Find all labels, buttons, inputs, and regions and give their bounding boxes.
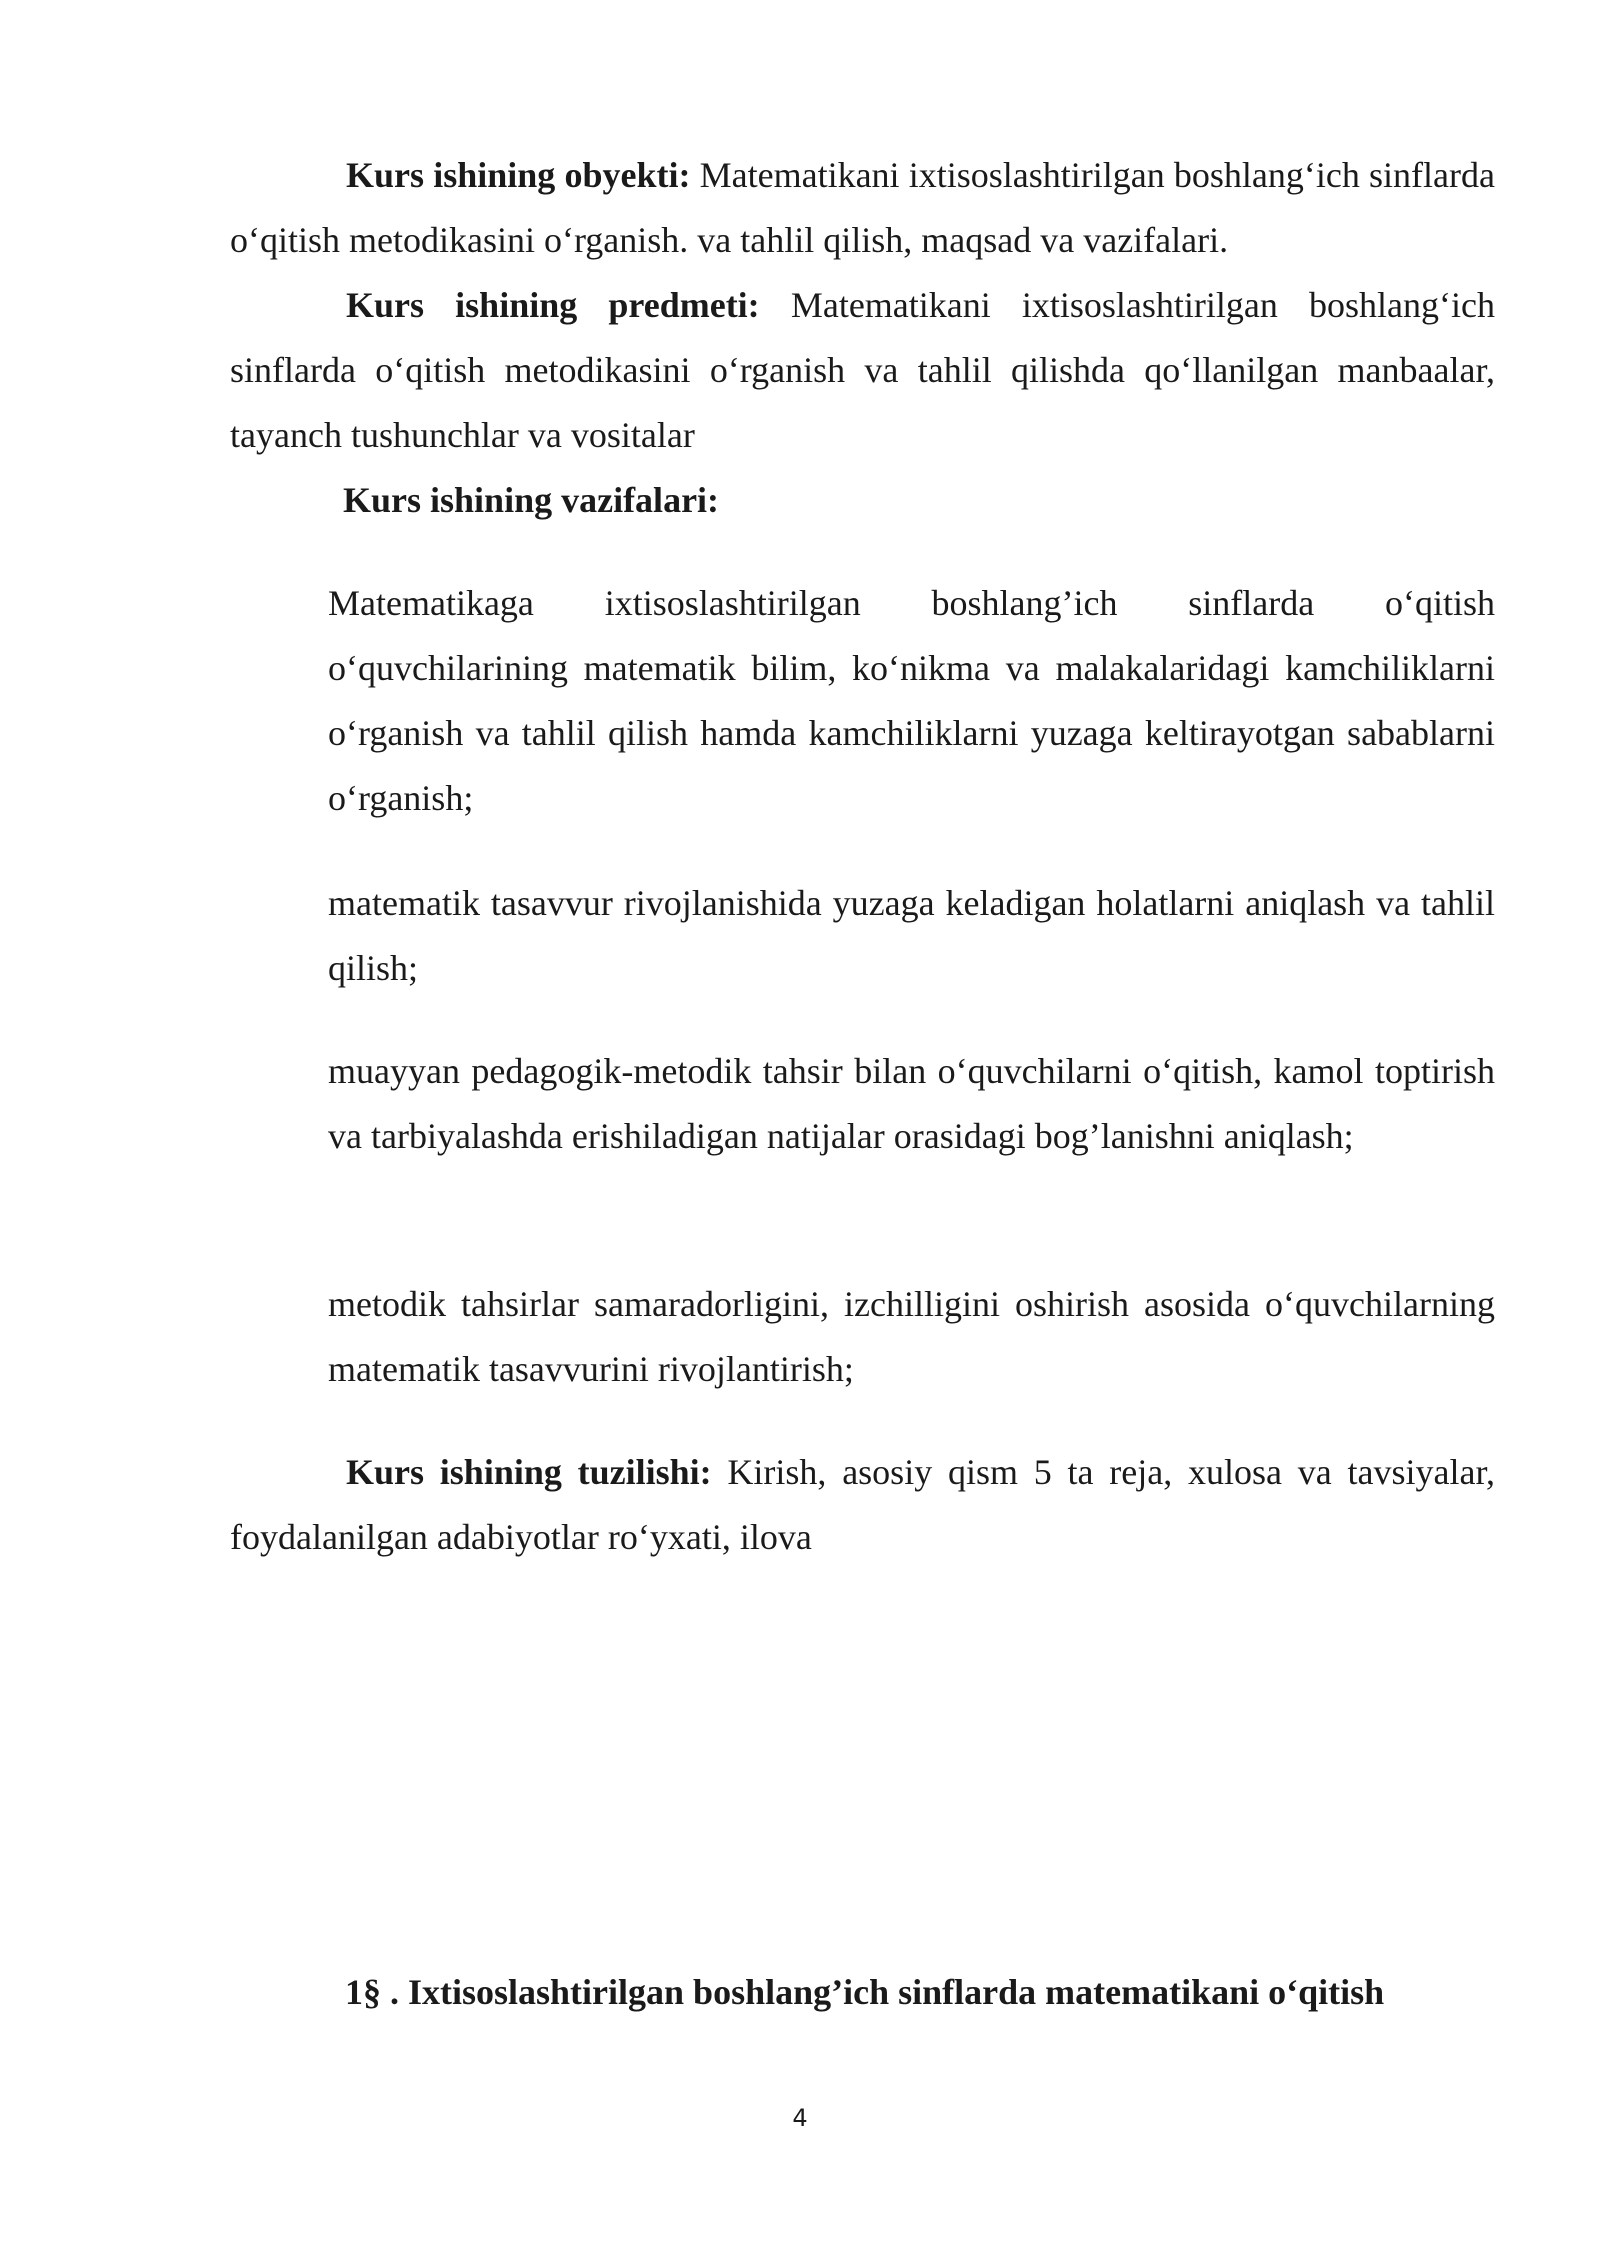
vazifalari-item: Matematikaga ixtisoslashtirilgan boshlang’ich sinflarda o‘qitish o‘quvchilarining matematik bilim, ko‘nikma va malakalaridagi kamchiliklarni o‘rganish va tahlil qilish hamda kamchiliklarni yuzaga keltirayotgan sabablarni o‘rganish; xyxy=(328,583,1495,818)
tuzilishi-text: Kirish, asosiy qism 5 ta reja, xulosa va tavsiyalar, foydalanilgan adabiyotlar ro‘yxati, ilova xyxy=(230,1452,1495,1557)
tuzilishi-label: Kurs ishining tuzilishi: xyxy=(346,1452,712,1492)
obyekt-label: Kurs ishining obyekti: xyxy=(346,155,691,195)
tuzilishi-paragraph xyxy=(230,1440,1495,1570)
predmeti-text: Matematikani ixtisoslashtirilgan boshlang‘ich sinflarda o‘qitish metodikasini o‘rganish va tahlil qilishda qo‘llanilgan manbaalar, tayanch tushunchlar va vositalar xyxy=(230,285,1496,455)
vazifalari-item-3-block xyxy=(328,1039,1495,1169)
section-heading: 1§ . Ixtisoslashtirilgan boshlang’ich sinflarda matematikani o‘qitish xyxy=(345,1972,1385,2012)
vazifalari-item-1-block xyxy=(328,571,1495,831)
obyekt-paragraph-block xyxy=(230,143,1495,273)
obyekt-text: Matematikani ixtisoslashtirilgan boshlang‘ich sinflarda o‘qitish metodikasini o‘rganish. va tahlil qilish, maqsad va vazifalari. xyxy=(230,155,1495,260)
vazifalari-heading: Kurs ishining vazifalari: xyxy=(343,480,720,520)
predmeti-paragraph-block xyxy=(230,273,1495,468)
vazifalari-item-4-block xyxy=(328,1272,1495,1402)
vazifalari-item: muayyan pedagogik-metodik tahsir bilan o‘quvchilarni o‘qitish, kamol toptirish va tarbiyalashda erishiladigan natijalar orasidagi bog’lanishni aniqlash; xyxy=(328,1051,1495,1156)
vazifalari-item-2-block xyxy=(328,871,1495,1001)
predmeti-label: Kurs ishining predmeti: xyxy=(346,285,760,325)
vazifalari-item: metodik tahsirlar samaradorligini, izchilligini oshirish asosida o‘quvchilarning matematik tasavvurini rivojlantirish; xyxy=(328,1284,1495,1389)
page-number: 4 xyxy=(792,2104,808,2132)
vazifalari-item: matematik tasavvur rivojlanishida yuzaga keladigan holatlarni aniqlash va tahlil qilish; xyxy=(328,883,1495,988)
obyekt-paragraph xyxy=(230,143,1495,273)
tuzilishi-paragraph-block xyxy=(230,1440,1495,1570)
predmeti-paragraph xyxy=(230,273,1495,468)
